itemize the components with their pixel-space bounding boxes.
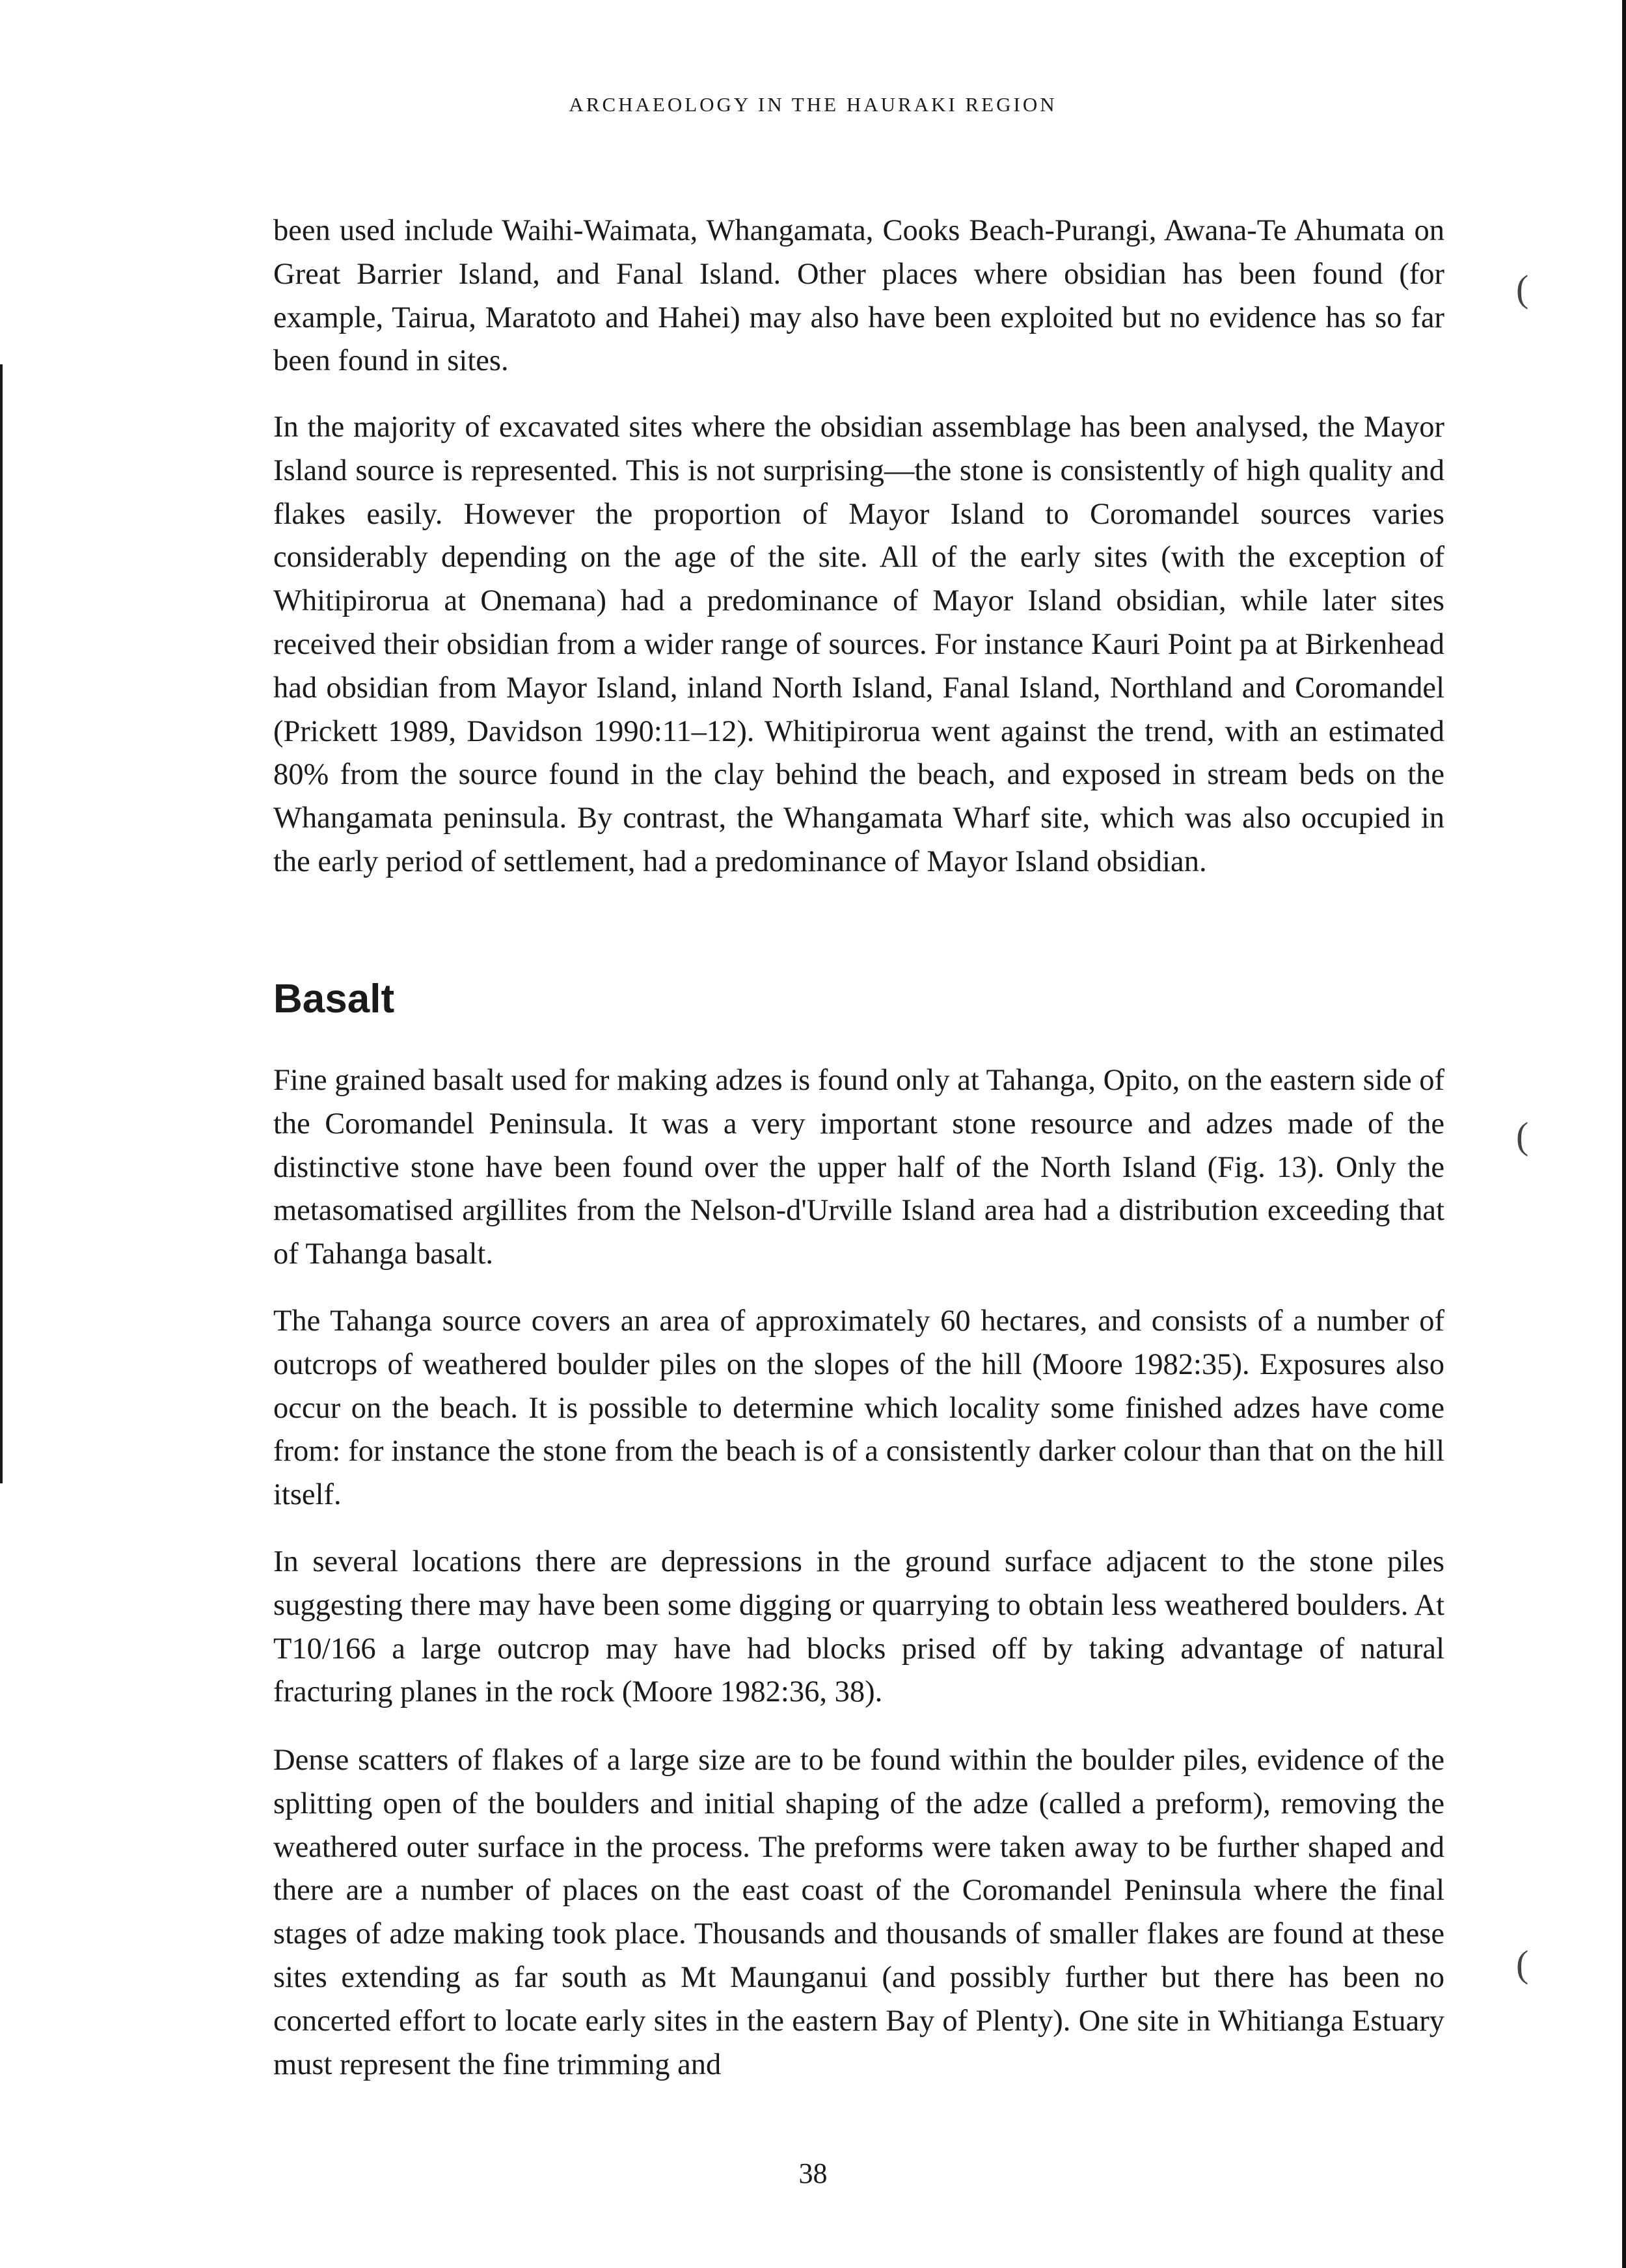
margin-bracket-mark: ( — [1516, 1114, 1529, 1157]
section-heading-basalt: Basalt — [273, 977, 395, 1021]
paragraph-quarrying: In several locations there are depressions in the ground surface adjacent to the stone piles suggesting there may have been some digging or quarrying to obtain less weathered boulders. At T10/166 a large outcrop may have had blocks prised off by taking advantage of natural fracturing planes in the rock (Moore 1982:36, 38). — [273, 1545, 1444, 1709]
page-number: 38 — [798, 2157, 828, 2189]
margin-bracket-mark: ( — [1516, 1943, 1529, 1985]
page-edge-right — [1622, 0, 1626, 2268]
paragraph-mayor-island: In the majority of excavated sites where the obsidian assemblage has been analysed, the Mayor Island source is represented. This is not surprising—the stone is consistently of high quality and flakes easily. However the proportion of Mayor Island to Coromandel sources varies considerably depending on the age of the site. All of the early sites (with the exception of Whitipirorua at Onemana) had a predominance of Mayor Island obsidian, while later sites received their obsidian from a wider range of sources. For instance Kauri Point pa at Birkenhead had obsidian from Mayor Island, inland North Island, Fanal Island, Northland and Coromandel (Prickett 1989, Davidson 1990:11–12). Whitipirorua went against the trend, with an estimated 80% from the source found in the clay behind the beach, and exposed in stream beds on the Whangamata peninsula. By contrast, the Whangamata Wharf site, which was also occupied in the early period of settlement, had a predominance of Mayor Island obsidian. — [273, 411, 1444, 878]
paragraph-flake-scatters: Dense scatters of flakes of a large size are to be found within the boulder piles, evidence of the splitting open of the boulders and initial shaping of the adze (called a preform), removing the weathered outer surface in the process. The preforms were taken away to be further shaped and there are a number of places on the east coast of the Coromandel Peninsula where the final stages of adze making took place. Thousands and thousands of smaller flakes are found at these sites extending as far south as Mt Maunganui (and possibly further but there has been no concerted effort to locate early sites in the eastern Bay of Plenty). One site in Whitianga Estuary must represent the fine trimming and — [273, 1744, 1444, 2081]
paragraph-tahanga-source: The Tahanga source covers an area of approximately 60 hectares, and consists of a number of outcrops of weathered boulder piles on the slopes of the hill (Moore 1982:35). Exposures also occur on the beach. It is possible to determine which locality some finished adzes have come from: for instance the stone from the beach is of a consistently darker colour than that on the hill itself. — [273, 1304, 1444, 1512]
running-header: ARCHAEOLOGY IN THE HAURAKI REGION — [569, 93, 1057, 116]
page-edge-left — [0, 364, 3, 1483]
paragraph-basalt-intro: Fine grained basalt used for making adzes is found only at Tahanga, Opito, on the eastern side of the Coromandel Peninsula. It was a very important stone resource and adzes made of the distinctive stone have been found over the upper half of the North Island (Fig. 13). Only the metasomatised argillites from the Nelson-d'Urville Island area had a distribution exceeding that of Tahanga basalt. — [273, 1064, 1444, 1271]
margin-bracket-mark: ( — [1516, 267, 1529, 310]
paragraph-obsidian-sources: been used include Waihi-Waimata, Whangamata, Cooks Beach-Purangi, Awana-Te Ahumata on Great Barrier Island, and Fanal Island. Other places where obsidian has been found (for example, Tairua, Maratoto and Hahei) may also have been exploited but no evidence has so far been found in sites. — [273, 214, 1444, 378]
